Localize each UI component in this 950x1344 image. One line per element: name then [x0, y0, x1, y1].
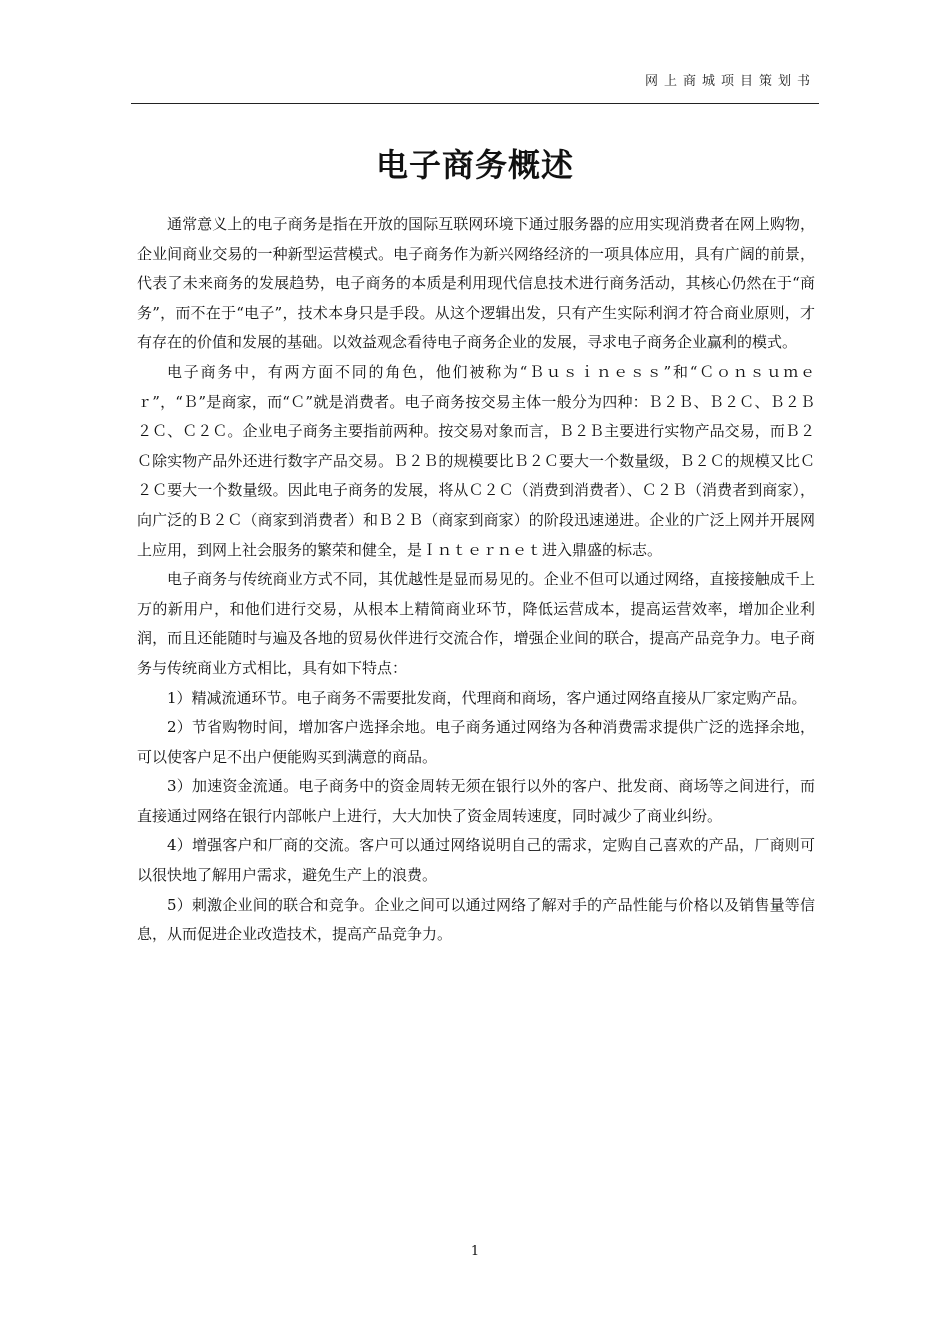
running-header: 网上商城项目策划书 — [644, 74, 816, 89]
paragraph-advantages: 电子商务与传统商业方式不同，其优越性是显而易见的。企业不但可以通过网络，直接接触成千上万的新用户，和他们进行交易，从根本上精简商业环节，降低运营成本，提高运营效率，增加企业利润，而且还能随时与遍及各地的贸易伙伴进行交流合作，增强企业间的联合，提高产品竞争力。电子商务与传统商业方式相比，具有如下特点： — [137, 570, 815, 677]
paragraph-feature-5: 5）刺激企业间的联合和竞争。企业之间可以通过网络了解对手的产品性能与价格以及销售量等信息，从而促进企业改造技术，提高产品竞争力。 — [137, 895, 815, 944]
paragraph-roles: 电子商务中，有两方面不同的角色，他们被称为“Ｂｕｓｉｎｅｓｓ”和“Ｃｏｎｓｕｍｅｒ”，“Ｂ”是商家，而“Ｃ”就是消费者。电子商务按交易主体一般分为四种：Ｂ２Ｂ、Ｂ２Ｃ、Ｂ２Ｂ２Ｃ、Ｃ２Ｃ。企业电子商务主要指前两种。按交易对象而言，Ｂ２Ｂ主要进行实物产品交易，而Ｂ２Ｃ除实物产品外还进行数字产品交易。Ｂ２Ｂ的规模要比Ｂ２Ｃ要大一个数量级，Ｂ２Ｃ的规模又比Ｃ２Ｃ要大一个数量级。因此电子商务的发展，将从Ｃ２Ｃ（消费到消费者）、Ｃ２Ｂ（消费者到商家），向广泛的Ｂ２Ｃ（商家到消费者）和Ｂ２Ｂ（商家到商家）的阶段迅速递进。企业的广泛上网并开展网上应用，到网上社会服务的繁荣和健全，是Ｉｎｔｅｒｎｅｔ进入鼎盛的标志。 — [137, 362, 815, 559]
body-text — [137, 210, 815, 950]
page-title: 电子商务概述 — [375, 146, 574, 184]
paragraph-feature-4: 4）增强客户和厂商的交流。客户可以通过网络说明自己的需求，定购自己喜欢的产品，厂商则可以很快地了解用户需求，避免生产上的浪费。 — [137, 836, 815, 885]
paragraph-intro: 通常意义上的电子商务是指在开放的国际互联网环境下通过服务器的应用实现消费者在网上购物，企业间商业交易的一种新型运营模式。电子商务作为新兴网络经济的一项具体应用，具有广阔的前景，代表了未来商务的发展趋势，电子商务的本质是利用现代信息技术进行商务活动，其核心仍然在于“商务”，而不在于“电子”，技术本身只是手段。从这个逻辑出发，只有产生实际利润才符合商业原则，才有存在的价值和发展的基础。以效益观念看待电子商务企业的发展，寻求电子商务企业赢利的模式。 — [137, 215, 815, 352]
paragraph-feature-2: 2）节省购物时间，增加客户选择余地。电子商务通过网络为各种消费需求提供广泛的选择余地，可以使客户足不出户便能购买到满意的商品。 — [137, 718, 815, 766]
page-number: 1 — [470, 1244, 480, 1259]
paragraph-feature-1: 1）精减流通环节。电子商务不需要批发商，代理商和商场，客户通过网络直接从厂家定购产品。 — [167, 688, 807, 707]
paragraph-feature-3: 3）加速资金流通。电子商务中的资金周转无须在银行以外的客户、批发商、商场等之间进行，而直接通过网络在银行内部帐户上进行，大大加快了资金周转速度，同时减少了商业纠纷。 — [137, 777, 815, 825]
header-divider — [131, 103, 819, 104]
